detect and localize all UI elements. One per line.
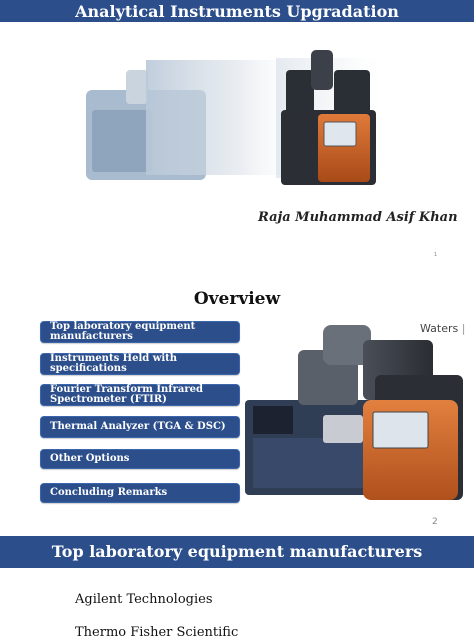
menu-item-instruments-held[interactable] <box>40 353 240 375</box>
manufacturer-item: Thermo Fisher Scientific <box>75 625 239 640</box>
menu-item-label: Other Options <box>50 453 130 464</box>
author-name: Raja Muhammad Asif Khan <box>258 210 458 225</box>
slide1-title-banner <box>0 0 474 22</box>
waters-logo: Waters | <box>420 322 466 335</box>
thermal-analyzer-image <box>243 320 468 505</box>
menu-item-other-options[interactable] <box>40 449 240 469</box>
menu-item-ftir[interactable] <box>40 384 240 406</box>
menu-item-label: Thermal Analyzer (TGA & DSC) <box>50 421 226 432</box>
slide3-title: Top laboratory equipment manufacturers <box>51 542 423 561</box>
menu-item-thermal-analyzer[interactable] <box>40 416 240 438</box>
overview-heading: Overview <box>193 289 281 309</box>
menu-item-label: Instruments Held with specifications <box>50 353 178 374</box>
slide2-page-number: 2 <box>432 517 438 527</box>
menu-item-label: Concluding Remarks <box>50 487 168 498</box>
menu-item-label: Fourier Transform Infrared Spectrometer (FTIR) <box>50 384 203 405</box>
manufacturer-item: Agilent Technologies <box>75 592 213 607</box>
menu-item-concluding-remarks[interactable] <box>40 483 240 503</box>
slide1-page-number: 1 <box>434 252 438 258</box>
slide1-title: Analytical Instruments Upgradation <box>75 2 399 21</box>
menu-item-manufacturers[interactable] <box>40 321 240 343</box>
slide3-title-banner <box>0 536 474 568</box>
menu-item-label: Top laboratory equipment manufacturers <box>50 321 196 342</box>
instrument-hero-image <box>86 50 386 195</box>
